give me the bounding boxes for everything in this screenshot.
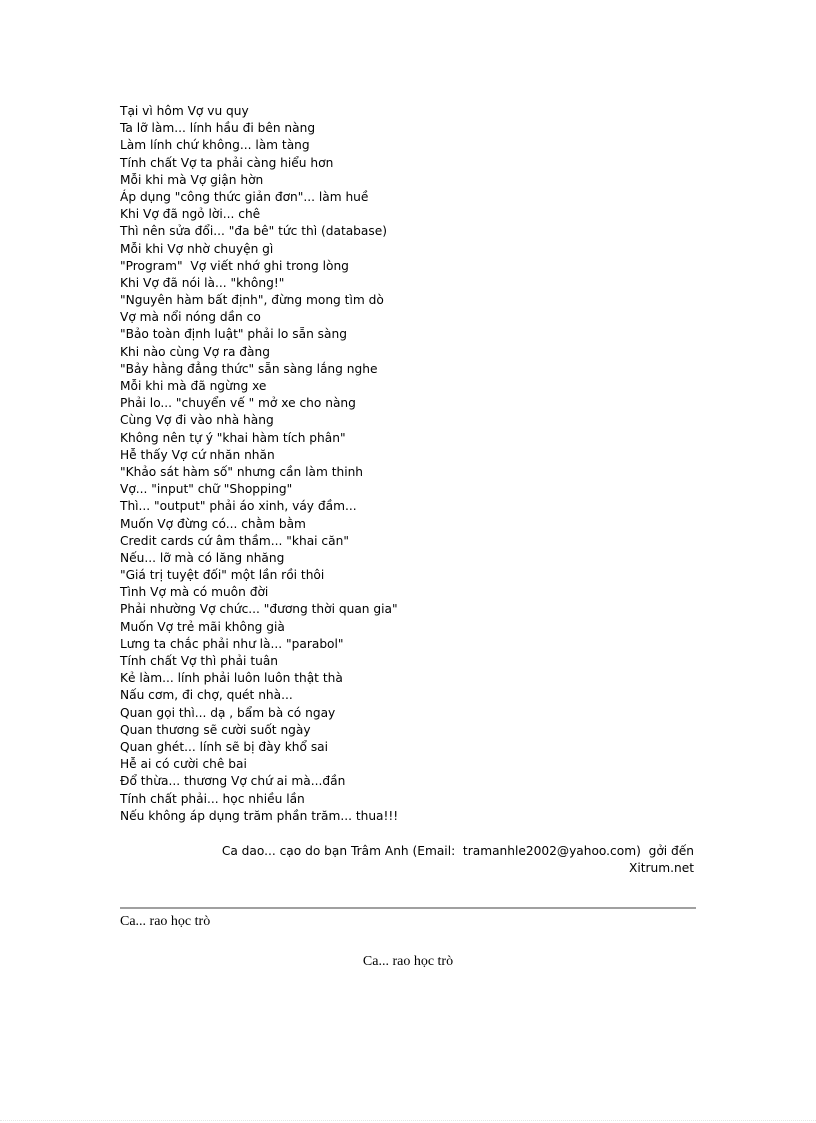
poem-line: Phải lo... "chuyển vế " mở xe cho nàng [120, 396, 356, 411]
poem-line: Tình Vợ mà có muôn đời [120, 585, 269, 600]
poem-line: Đổ thừa... thương Vợ chứ ai mà...đần [120, 774, 346, 789]
section-heading: Ca... rao học trò [362, 954, 454, 969]
poem-line: Vợ... "input" chữ "Shopping" [120, 482, 293, 497]
poem-line: Nếu không áp dụng trăm phần trăm... thua!!! [120, 808, 399, 823]
poem-line: Mỗi khi mà đã ngừng xe [120, 379, 267, 393]
poem-line: Nấu cơm, đi chợ, quét nhà... [120, 688, 293, 703]
poem-line: Vợ mà nổi nóng dần co [120, 310, 261, 325]
poem-line: "Bảo toàn định luật" phải lo sẵn sàng [120, 327, 347, 342]
horizontal-divider [120, 907, 696, 909]
poem-line: Khi Vợ đã ngỏ lời... chê [120, 207, 261, 222]
section-label: Ca... rao học trò [120, 914, 211, 929]
poem-line: Tính chất phải... học nhiều lần [120, 791, 305, 806]
poem-line: "Giá trị tuyệt đối" một lần rồi thôi [120, 568, 325, 583]
poem-line: Muốn Vợ đừng có... chằm bằm [120, 516, 306, 531]
poem-line: "Nguyên hàm bất định", đừng mong tìm dò [120, 293, 384, 308]
poem-line: Phải nhường Vợ chức... "đương thời quan gia" [120, 602, 398, 617]
poem-line: Hễ thấy Vợ cứ nhăn nhăn [120, 447, 275, 462]
poem-line: Quan ghét... lính sẽ bị đày khổ sai [120, 739, 329, 754]
poem-line: Khi nào cùng Vợ ra đàng [120, 344, 270, 359]
credit-note [120, 843, 694, 877]
poem-line: Hễ ai có cười chê bai [120, 757, 247, 772]
poem-line: Credit cards cứ âm thầm... "khai căn" [120, 533, 349, 548]
poem-line: Tính chất Vợ thì phải tuân [120, 654, 279, 668]
poem-line: Thì nên sửa đổi... "đa bê" tức thì (database) [120, 224, 387, 239]
poem-line: Khi Vợ đã nói là... "không!" [120, 275, 285, 290]
poem-line: Quan gọi thì... dạ , bẩm bà có ngay [120, 705, 336, 720]
poem-line: Tại vì hôm Vợ vu quy [120, 104, 249, 118]
credit-site: Xitrum.net [629, 861, 694, 876]
poem-body [120, 103, 398, 825]
poem-line: Làm lính chứ không... làm tàng [120, 138, 310, 153]
poem-line: Quan thương sẽ cười suốt ngày [120, 722, 311, 737]
poem-line: Mỗi khi Vợ nhờ chuyện gì [120, 241, 274, 256]
poem-line: Ta lỡ làm... lính hầu đi bên nàng [120, 121, 316, 136]
poem-line: Kẻ làm... lính phải luôn luôn thật thà [120, 671, 343, 686]
poem-line: Cùng Vợ đi vào nhà hàng [120, 413, 274, 428]
poem-line: "Bảy hằng đẳng thức" sẵn sàng lắng nghe [120, 361, 378, 376]
poem-line: Lưng ta chắc phải như là... "parabol" [120, 636, 344, 651]
poem-line: Thì... "output" phải áo xinh, váy đầm... [120, 499, 357, 514]
poem-line: "Program" Vợ viết nhớ ghi trong lòng [120, 258, 349, 273]
page-bottom-border [0, 1120, 816, 1121]
poem-line: Tính chất Vợ ta phải càng hiểu hơn [120, 155, 334, 170]
poem-line: Không nên tự ý "khai hàm tích phân" [120, 430, 346, 445]
poem-line: Muốn Vợ trẻ mãi không già [120, 619, 285, 634]
poem-line: Áp dụng "công thức giản đơn"... làm huề [120, 189, 369, 204]
poem-line: Nếu... lỡ mà có lăng nhăng [120, 550, 285, 565]
poem-line: Mỗi khi mà Vợ giận hờn [120, 172, 264, 187]
credit-line: Ca dao... cạo do bạn Trâm Anh (Email: tramanhle2002@yahoo.com) gởi đến [221, 844, 694, 858]
poem-line: "Khảo sát hàm số" nhưng cần làm thinh [120, 464, 364, 479]
